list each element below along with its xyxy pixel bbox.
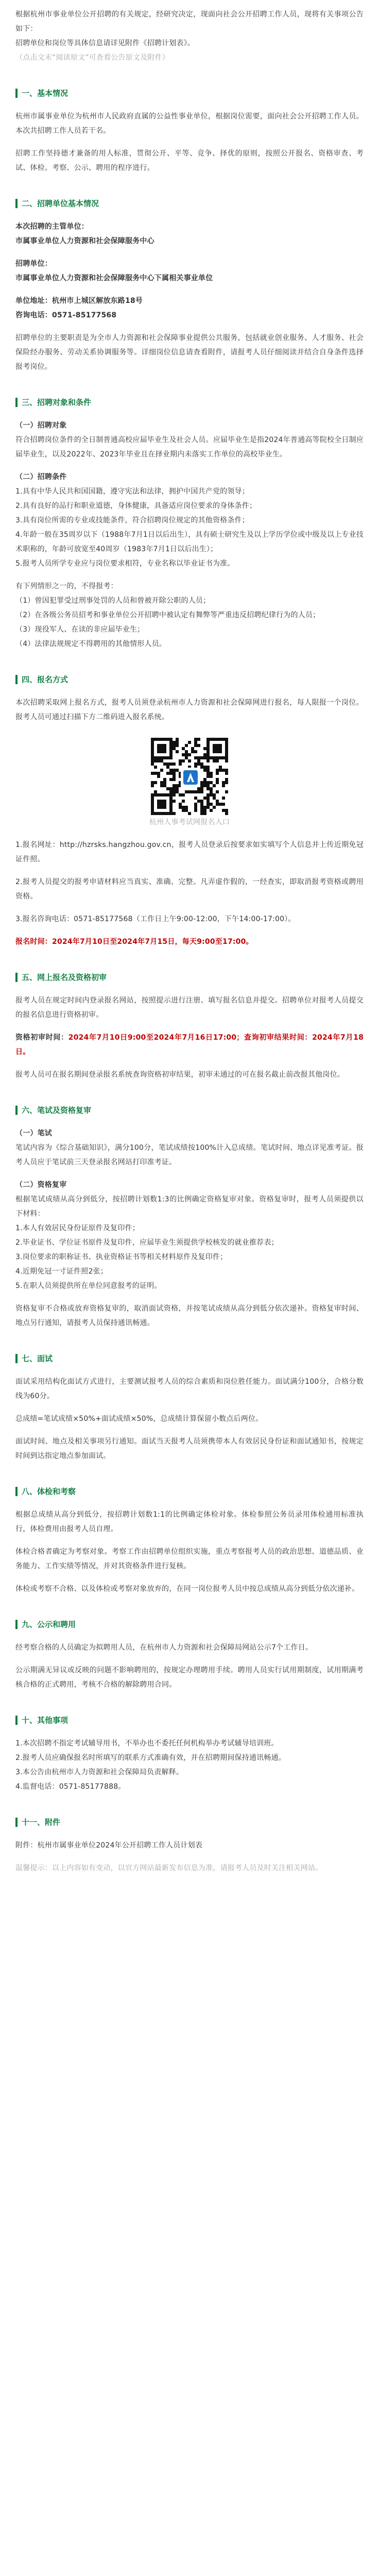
qr-module bbox=[222, 784, 225, 787]
section-paragraph: 市属事业单位人力资源和社会保障服务中心 bbox=[15, 237, 154, 245]
section-title: 二、招聘单位基本情况 bbox=[15, 196, 364, 211]
section-title: 八、体检和考察 bbox=[15, 1484, 364, 1499]
qr-module bbox=[197, 738, 200, 741]
section-paragraph: 本次招聘采取网上报名方式，报考人员须登录杭州市人力资源和社会保障网进行报名，每人限报一个岗位。报考人员可通过扫描下方二维码进入报名系统。 bbox=[15, 699, 364, 721]
qr-module bbox=[197, 744, 200, 747]
qr-module bbox=[219, 750, 222, 753]
section-paragraph: 2.报考人员提交的报考申请材料应当真实、准确、完整。凡弄虚作假的，一经查实，即取消报考资格或聘用资格。 bbox=[15, 878, 364, 901]
intro-paragraph: 根据杭州市事业单位公开招聘的有关规定，经研究决定，现面向社会公开招聘工作人员，现将有关事项公告如下： bbox=[15, 10, 364, 33]
qr-module bbox=[213, 784, 216, 787]
section-paragraph: 杭州市属事业单位为杭州市人民政府直属的公益性事业单位，根据岗位需要，面向社会公开招聘工作人员。本次共招聘工作人员若干名。 bbox=[15, 112, 364, 135]
original-link-hint: （点击文末“阅读原文”可查看公告原文及附件） bbox=[15, 54, 169, 62]
section-title: 七、面试 bbox=[15, 1351, 364, 1366]
qr-module bbox=[225, 781, 228, 784]
section-paragraph: 笔试内容为《综合基础知识》，满分100分，笔试成绩按100%计入总成绩。笔试时间、地点详见准考证。报考人员应于笔试前三天登录报名网站打印准考证。 bbox=[15, 1144, 364, 1166]
qr-module bbox=[216, 759, 219, 762]
qr-module bbox=[163, 806, 166, 809]
section-marker-icon bbox=[15, 1818, 18, 1827]
section-marker-icon bbox=[15, 1354, 18, 1363]
section-paragraph: 根据总成绩从高分到低分，按招聘计划数1:1的比例确定体检对象。体检参照公务员录用体检通用标准执行，体检费用由报考人员自理。 bbox=[15, 1511, 364, 1533]
qr-module bbox=[176, 750, 179, 753]
qr-module bbox=[210, 775, 213, 778]
section-marker-icon bbox=[15, 1487, 18, 1496]
section-paragraph: （二）资格复审 bbox=[15, 1181, 67, 1189]
section-paragraph: 体检合格者确定为考察对象。考察工作由招聘单位组织实施，重点考察报考人员的政治思想、道德品质、业务能力、工作实绩等情况，并对其资格条件进行复核。 bbox=[15, 1548, 364, 1570]
qr-module bbox=[225, 772, 228, 775]
qr-module bbox=[210, 809, 213, 812]
qr-module bbox=[176, 744, 179, 747]
section-paragraph: 4.近期免冠一寸证件照2张； bbox=[15, 1267, 108, 1276]
section-paragraph: 4.年龄一般在35周岁以下（1988年7月1日以后出生），具有硕士研究生及以上学历学位或中级及以上专业技术职称的，年龄可放宽至40周岁（1983年7月1日以后出生）； bbox=[15, 531, 364, 553]
qr-module bbox=[188, 741, 191, 744]
qr-module bbox=[203, 812, 206, 815]
article-body bbox=[15, 7, 364, 1875]
qr-module bbox=[179, 762, 182, 766]
section-paragraph: 3.具有岗位所需的专业或技能条件，符合招聘岗位规定的其他资格条件； bbox=[15, 516, 249, 524]
section-paragraph: 根据笔试成绩从高分到低分，按招聘计划数1:3的比例确定资格复审对象。资格复审时，报考人员须提供以下材料： bbox=[15, 1195, 364, 1218]
qr-logo bbox=[181, 768, 200, 787]
qr-module bbox=[169, 756, 173, 759]
section-paragraph: 5.报考人员所学专业应与岗位要求相符，专业名称以毕业证书为准。 bbox=[15, 560, 235, 568]
section-title: 六、笔试及资格复审 bbox=[15, 1103, 364, 1118]
section-paragraph: （一）招聘对象 bbox=[15, 421, 67, 430]
section-paragraph: 招聘工作坚持德才兼备的用人标准，贯彻公开、平等、竞争、择优的原则，按照公开报名、资格审查、考试、体检、考察、公示、聘用的程序进行。 bbox=[15, 149, 364, 172]
qr-module bbox=[173, 778, 176, 781]
qr-module bbox=[151, 784, 154, 787]
section-paragraph: 3.报名咨询电话：0571-85177568（工作日上午9:00-12:00，下午14:00-17:00）。 bbox=[15, 915, 296, 923]
qr-module bbox=[185, 744, 188, 747]
qr-module bbox=[216, 790, 219, 793]
section-paragraph: （1）曾因犯罪受过刑事处罚的人员和曾被开除公职的人员； bbox=[15, 597, 211, 605]
section-paragraph: 经考察合格的人员确定为拟聘用人员，在杭州市人力资源和社会保障局网站公示7个工作日。 bbox=[15, 1643, 313, 1652]
qr-module bbox=[222, 796, 225, 800]
section-marker-icon bbox=[15, 1716, 18, 1725]
qr-module bbox=[225, 812, 228, 815]
qr-caption: 杭州人事考试网报名入口 bbox=[149, 818, 230, 826]
qr-module bbox=[200, 790, 203, 793]
qr-code-block bbox=[15, 738, 364, 815]
section-marker-icon bbox=[15, 675, 18, 684]
section-paragraph: （2）在各级公务员招考和事业单位公开招聘中被认定有舞弊等严重违反招聘纪律行为的人员； bbox=[15, 611, 320, 619]
section-paragraph: 招聘单位的主要职责是为全市人力资源和社会保障事业提供公共服务，包括就业创业服务、人才服务、社会保险经办服务、劳动关系协调服务等。详细岗位信息请查看附件，请报考人员仔细阅读并结合自身条件选择报考岗位。 bbox=[15, 334, 364, 371]
section-title: 五、网上报名及资格初审 bbox=[15, 970, 364, 985]
section-marker-icon bbox=[15, 973, 18, 982]
qr-module bbox=[157, 775, 160, 778]
section-title: 四、报名方式 bbox=[15, 672, 364, 687]
section-paragraph: 市属事业单位人力资源和社会保障服务中心下属相关事业单位 bbox=[15, 274, 213, 282]
section-paragraph: 1.本人有效居民身份证原件及复印件； bbox=[15, 1224, 140, 1232]
qr-module bbox=[216, 781, 219, 784]
review-time: 资格初审时间：2024年7月10日9:00至2024年7月16日17:00；查询初审结果时间：2024年7月18日。 bbox=[15, 1033, 364, 1056]
section-paragraph: 5.在职人员须提供所在单位同意报考的证明。 bbox=[15, 1282, 162, 1290]
section-paragraph: 单位地址：杭州市上城区解放东路18号 bbox=[15, 297, 143, 305]
qr-module bbox=[173, 800, 176, 803]
section-paragraph: 本次招聘的主管单位： bbox=[15, 223, 89, 231]
section-title: 一、基本情况 bbox=[15, 86, 364, 101]
section-title: 十一、附件 bbox=[15, 1815, 364, 1830]
section-paragraph: 报考人员可在报名期间登录报名系统查询资格初审结果，初审未通过的可在报名截止前改报其他岗位。 bbox=[15, 1071, 344, 1079]
attachment-link[interactable]: 附件：杭州市属事业单位2024年公开招聘工作人员计划表 bbox=[15, 1841, 203, 1850]
registration-time: 报名时间：2024年7月10日至2024年7月15日，每天9:00至17:00。 bbox=[15, 938, 253, 946]
intro-paragraph: 招聘单位和岗位等具体信息请详见附件《招聘计划表》。 bbox=[15, 39, 195, 47]
section-paragraph: 2.报考人员应确保报名时所填写的联系方式准确有效，并在招聘期间保持通讯畅通。 bbox=[15, 1754, 286, 1762]
qr-module bbox=[188, 759, 191, 762]
qr-module bbox=[188, 753, 191, 756]
section-marker-icon bbox=[15, 89, 18, 98]
section-paragraph: 符合招聘岗位条件的全日制普通高校应届毕业生及社会人员。应届毕业生是指2024年普通高等院校全日制应届毕业生，以及2022年、2023年毕业且在择业期内未落实工作单位的高校毕业生。 bbox=[15, 436, 364, 459]
qr-module bbox=[154, 766, 157, 769]
qr-module bbox=[225, 790, 228, 793]
qr-module bbox=[173, 762, 176, 766]
section-paragraph: （4）法律法规规定不得聘用的其他情形人员。 bbox=[15, 640, 167, 648]
section-marker-icon bbox=[15, 1620, 18, 1629]
tip-paragraph: 温馨提示：以上内容如有变动，以官方网站最新发布信息为准，请报考人员及时关注相关网站。 bbox=[15, 1864, 323, 1872]
qr-module bbox=[206, 759, 210, 762]
section-paragraph: 1.本次招聘不指定考试辅导用书，不举办也不委托任何机构举办考试辅导培训班。 bbox=[15, 1739, 279, 1748]
section-paragraph: 面试时间、地点及相关事项另行通知。面试当天报考人员须携带本人有效居民身份证和面试通知书，按规定时间到达指定地点参加面试。 bbox=[15, 1437, 364, 1460]
section-paragraph: 咨询电话：0571-85177568 bbox=[15, 311, 117, 319]
section-paragraph: 3.本公告由杭州市人力资源和社会保障局负责解释。 bbox=[15, 1768, 184, 1776]
section-paragraph: 1.报名网址：http://hzrsks.hangzhou.gov.cn，报考人员登录后按要求如实填写个人信息并上传近期免冠证件照。 bbox=[15, 841, 364, 863]
section-paragraph: 4.监督电话：0571-85177888。 bbox=[15, 1783, 126, 1791]
qr-module bbox=[188, 812, 191, 815]
section-paragraph: 总成绩=笔试成绩×50%+面试成绩×50%，总成绩计算保留小数点后两位。 bbox=[15, 1415, 263, 1423]
section-paragraph: 招聘单位： bbox=[15, 260, 52, 268]
section-paragraph: 1.具有中华人民共和国国籍，遵守宪法和法律，拥护中国共产党的领导； bbox=[15, 487, 249, 496]
section-paragraph: （3）现役军人、在读的非应届毕业生； bbox=[15, 625, 145, 634]
qr-module bbox=[222, 803, 225, 806]
qr-module bbox=[194, 750, 197, 753]
section-paragraph: 面试采用结构化面试方式进行，主要测试报考人员的综合素质和岗位胜任能力。面试满分100分，合格分数线为60分。 bbox=[15, 1378, 364, 1400]
section-paragraph: 资格复审不合格或放弃资格复审的，取消面试资格，并按笔试成绩从高分到低分依次递补。资格复审时间、地点另行通知，请报考人员保持通讯畅通。 bbox=[15, 1304, 364, 1327]
section-paragraph: （二）招聘条件 bbox=[15, 473, 67, 481]
qr-module bbox=[182, 759, 185, 762]
section-paragraph: 有下列情形之一的，不得报考： bbox=[15, 582, 118, 590]
section-paragraph: 3.岗位要求的职称证书、执业资格证书等相关材料原件及复印件； bbox=[15, 1253, 228, 1261]
section-title: 九、公示和聘用 bbox=[15, 1617, 364, 1632]
section-paragraph: 公示期满无异议或反映的问题不影响聘用的，按规定办理聘用手续。聘用人员实行试用期制度，试用期满考核合格的正式聘用，考核不合格的解除聘用合同。 bbox=[15, 1666, 364, 1689]
section-marker-icon bbox=[15, 398, 18, 407]
section-marker-icon bbox=[15, 199, 18, 208]
section-paragraph: 体检或考察不合格、以及体检或考察对象放弃的，在同一岗位报考人员中按总成绩从高分到低分依次递补。 bbox=[15, 1585, 359, 1593]
qr-module bbox=[163, 750, 166, 753]
section-title: 十、其他事项 bbox=[15, 1713, 364, 1728]
qr-module bbox=[154, 781, 157, 784]
section-paragraph: （一）笔试 bbox=[15, 1129, 52, 1138]
qr-module bbox=[216, 772, 219, 775]
section-paragraph: 2.毕业证书、学位证书原件及复印件，应届毕业生须提供学校核发的就业推荐表； bbox=[15, 1239, 279, 1247]
qr-module bbox=[182, 793, 185, 796]
section-paragraph: 2.具有良好的品行和职业道德，身体健康，具备适应岗位要求的身体条件； bbox=[15, 502, 257, 510]
qr-module bbox=[194, 809, 197, 812]
section-paragraph: 报考人员在规定时间内登录报名网站，按照提示进行注册、填写报名信息并提交。招聘单位对报考人员提交的报名信息进行资格初审。 bbox=[15, 996, 364, 1019]
qr-module bbox=[160, 769, 163, 772]
qr-module bbox=[173, 812, 176, 815]
qr-code-icon bbox=[151, 738, 228, 815]
section-marker-icon bbox=[15, 1106, 18, 1115]
qr-module bbox=[225, 759, 228, 762]
qr-module bbox=[173, 793, 176, 796]
qr-module bbox=[182, 800, 185, 803]
qr-module bbox=[213, 806, 216, 809]
section-title: 三、招聘对象和条件 bbox=[15, 395, 364, 410]
